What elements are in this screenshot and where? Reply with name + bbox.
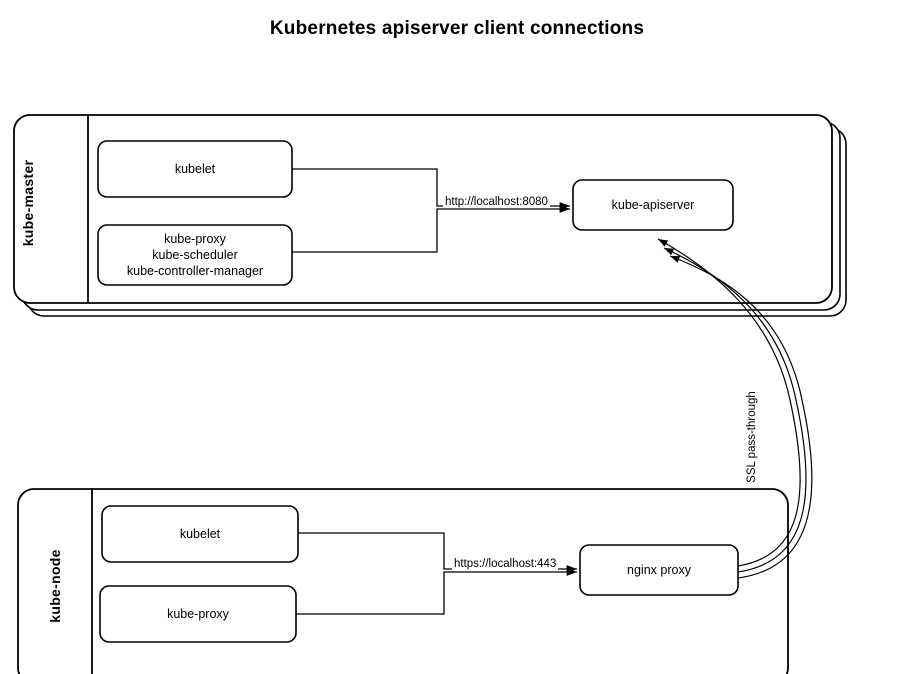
node-node-kubelet <box>102 506 298 562</box>
master-others-line-1: kube-proxy <box>164 232 226 246</box>
page-title: Kubernetes apiserver client connections <box>269 18 645 39</box>
node-label-master-kubelet: kubelet <box>174 162 216 176</box>
master-others-line-3: kube-controller-manager <box>126 264 264 278</box>
node-label-kube-apiserver: kube-apiserver <box>611 198 695 212</box>
group-label-kube-node: kube-node <box>47 549 63 623</box>
node-master-others <box>98 225 292 285</box>
node-nginx-proxy <box>580 545 738 595</box>
node-kube-apiserver <box>573 180 733 230</box>
node-master-kubelet <box>98 141 292 197</box>
edge-label-https: https://localhost:443 <box>454 558 557 570</box>
edge-label-http: http://localhost:8080 <box>445 196 548 208</box>
node-label-node-kubelet: kubelet <box>179 527 221 541</box>
node-label-node-kube-proxy: kube-proxy <box>167 607 229 621</box>
master-others-line-2: kube-scheduler <box>152 248 238 262</box>
edge-label-ssl-pass-through: SSL pass-through <box>746 391 758 483</box>
node-label-nginx-proxy: nginx proxy <box>627 563 691 577</box>
node-node-kube-proxy <box>100 586 296 642</box>
group-label-kube-master: kube-master <box>20 159 36 247</box>
